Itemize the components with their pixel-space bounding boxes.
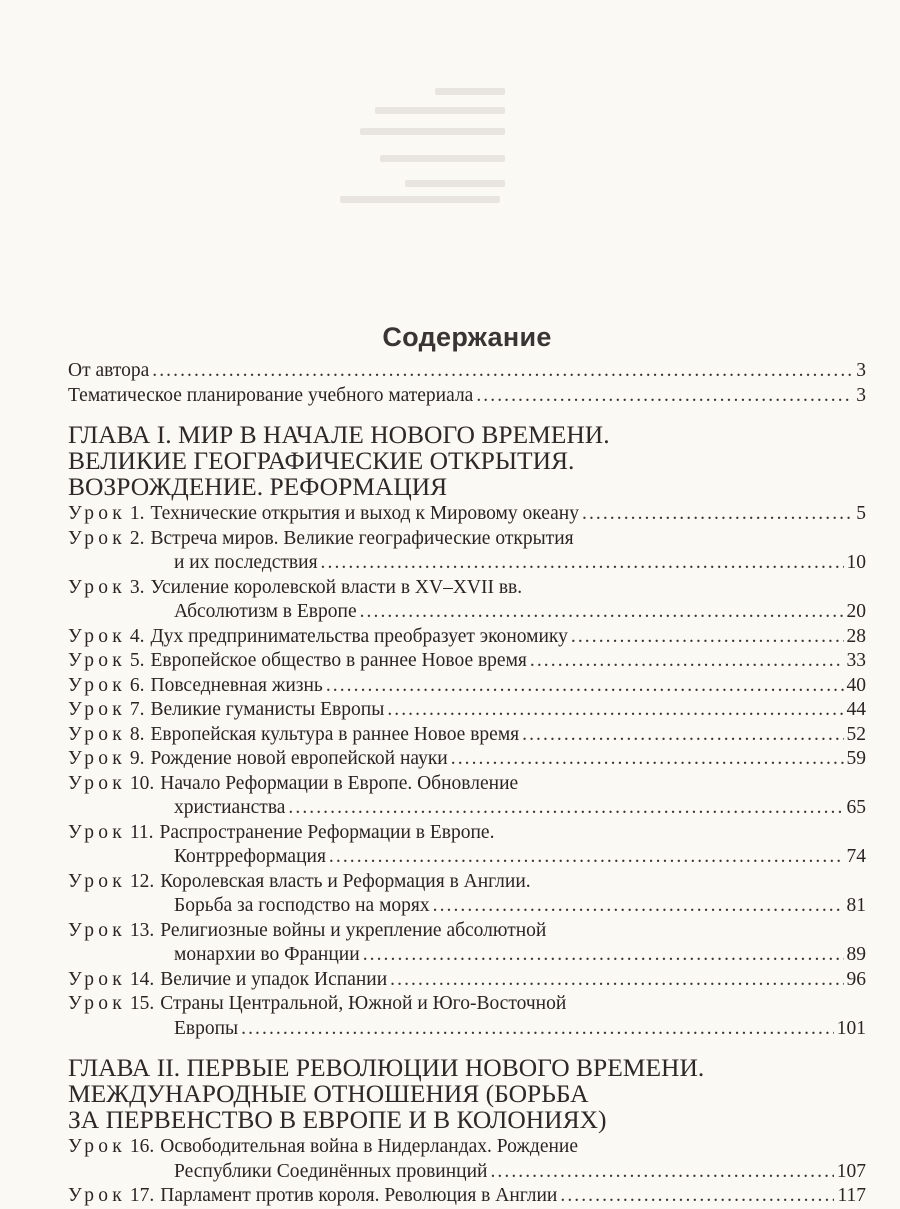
toc-entry-lesson[interactable]	[68, 698, 866, 723]
lesson-number: 1.	[129, 503, 145, 524]
lesson-title: Рождение новой европейской науки	[150, 748, 448, 769]
lesson-title: Распространение Реформации в Европе.	[159, 821, 495, 843]
lesson-word: Урок	[68, 748, 126, 769]
lesson-line	[68, 625, 866, 650]
dot-leader	[241, 1017, 834, 1042]
lesson-line	[68, 649, 866, 674]
lesson-title: Европейское общество в раннее Новое время	[150, 650, 527, 671]
page-number: 28	[846, 625, 866, 647]
page-number: 65	[846, 797, 866, 818]
dot-leader	[522, 723, 843, 748]
dot-leader	[571, 625, 844, 650]
lesson-title: монархии во Франции	[174, 944, 360, 965]
page-number: 3	[856, 384, 866, 406]
lesson-line	[68, 551, 866, 576]
lesson-title: Абсолютизм в Европе	[174, 601, 357, 622]
dot-leader	[152, 359, 853, 384]
page-number: 33	[846, 650, 866, 671]
page-number: 10	[846, 552, 866, 573]
lesson-line	[68, 698, 866, 723]
toc-entry-lesson[interactable]	[68, 527, 866, 576]
toc-entry-lesson[interactable]	[68, 502, 866, 527]
lesson-title: Освободительная война в Нидерландах. Рождение	[160, 1136, 579, 1157]
lesson-title: Парламент против короля. Революция в Англии	[160, 1185, 558, 1206]
show-through-text	[0, 0, 900, 300]
page-number: 107	[836, 1160, 866, 1182]
lesson-word: Урок	[68, 772, 126, 794]
chapter-title-line: ВОЗРОЖДЕНИЕ. РЕФОРМАЦИЯ	[68, 472, 448, 501]
lesson-number: 17.	[129, 1185, 155, 1206]
lesson-word: Урок	[68, 503, 126, 524]
dot-leader	[390, 968, 843, 993]
dot-leader	[288, 796, 843, 821]
lesson-line	[68, 1160, 866, 1185]
lesson-number: 3.	[129, 576, 145, 598]
lesson-number: 13.	[129, 919, 155, 941]
lesson-number: 4.	[129, 625, 145, 647]
lesson-title: Технические открытия и выход к Мировому океану	[150, 503, 579, 524]
lesson-line	[68, 502, 866, 527]
lesson-line	[68, 576, 866, 601]
toc-entry-lesson[interactable]	[68, 772, 866, 821]
lesson-number: 8.	[129, 723, 145, 745]
chapter-heading[interactable]	[68, 422, 866, 500]
lesson-title: Страны Центральной, Южной и Юго-Восточной	[160, 993, 567, 1014]
toc-entry-lesson[interactable]	[68, 1184, 866, 1209]
lesson-title: Начало Реформации в Европе. Обновление	[160, 772, 519, 794]
lesson-word: Урок	[68, 650, 126, 671]
lesson-title: Величие и упадок Испании	[160, 968, 388, 990]
lesson-title: Усиление королевской власти в XV–XVII вв.	[150, 576, 523, 598]
lesson-title: Религиозные войны и укрепление абсолютной	[160, 919, 547, 941]
lesson-title: и их последствия	[174, 552, 318, 573]
lesson-title: Великие гуманисты Европы	[150, 699, 385, 720]
page-number: 81	[846, 895, 866, 916]
lesson-number: 11.	[129, 821, 154, 843]
entry-label: Тематическое планирование учебного материала	[68, 384, 474, 406]
page-number: 101	[836, 1017, 866, 1039]
page-number: 96	[846, 968, 866, 990]
toc-entry-lesson[interactable]	[68, 968, 866, 993]
front-matter	[68, 359, 866, 408]
dot-leader	[387, 698, 843, 723]
dot-leader	[582, 502, 853, 527]
lesson-word: Урок	[68, 1136, 126, 1157]
lesson-word: Урок	[68, 968, 126, 990]
lesson-line	[68, 600, 866, 625]
lesson-line	[68, 772, 866, 797]
lesson-word: Урок	[68, 993, 126, 1014]
chapter-title-line: ГЛАВА II. ПЕРВЫЕ РЕВОЛЮЦИИ НОВОГО ВРЕМЕНИ.	[68, 1053, 705, 1082]
lesson-line	[68, 845, 866, 870]
page-number: 52	[846, 723, 866, 745]
toc-entry-front[interactable]	[68, 384, 866, 409]
toc-entry-lesson[interactable]	[68, 1135, 866, 1184]
lesson-word: Урок	[68, 723, 126, 745]
chapter-title-line: ВЕЛИКИЕ ГЕОГРАФИЧЕСКИЕ ОТКРЫТИЯ.	[68, 446, 575, 475]
page-number: 20	[846, 601, 866, 622]
lesson-number: 6.	[129, 674, 145, 696]
table-of-contents	[68, 322, 866, 1209]
dot-leader	[363, 943, 844, 968]
lesson-word: Урок	[68, 699, 126, 720]
dot-leader	[451, 747, 844, 772]
toc-entry-front[interactable]	[68, 359, 866, 384]
dot-leader	[326, 674, 844, 699]
toc-entry-lesson[interactable]	[68, 821, 866, 870]
toc-entry-lesson[interactable]	[68, 649, 866, 674]
lesson-word: Урок	[68, 919, 126, 941]
lesson-line	[68, 527, 866, 552]
lesson-number: 14.	[129, 968, 155, 990]
lesson-title: Контрреформация	[174, 846, 326, 867]
dot-leader	[360, 600, 844, 625]
lesson-line	[68, 1135, 866, 1160]
lesson-number: 12.	[129, 870, 155, 892]
lesson-word: Урок	[68, 674, 126, 696]
lesson-title: Европы	[174, 1017, 239, 1039]
page-title: Содержание	[382, 322, 552, 352]
lesson-title: Встреча миров. Великие географические открытия	[150, 527, 574, 549]
lesson-line	[68, 1184, 866, 1209]
lesson-title: Королевская власть и Реформация в Англии.	[160, 870, 531, 892]
toc-entry-lesson[interactable]	[68, 919, 866, 968]
lesson-number: 15.	[129, 993, 155, 1014]
chapter-title-line: ЗА ПЕРВЕНСТВО В ЕВРОПЕ И В КОЛОНИЯХ)	[68, 1105, 607, 1134]
dot-leader	[560, 1184, 834, 1209]
lesson-word: Урок	[68, 527, 126, 549]
page-number: 59	[846, 748, 866, 769]
lesson-title: Дух предпринимательства преобразует экономику	[150, 625, 568, 647]
lesson-title: Европейская культура в раннее Новое время	[150, 723, 520, 745]
chapter-title-line: МЕЖДУНАРОДНЫЕ ОТНОШЕНИЯ (БОРЬБА	[68, 1079, 589, 1108]
lesson-word: Урок	[68, 576, 126, 598]
lesson-line	[68, 674, 866, 699]
page-number: 117	[837, 1185, 866, 1206]
toc-entry-lesson[interactable]	[68, 992, 866, 1041]
page-number: 44	[846, 699, 866, 720]
lesson-line	[68, 943, 866, 968]
page-number: 5	[856, 503, 866, 524]
page-number: 74	[846, 846, 866, 867]
lesson-line	[68, 968, 866, 993]
chapter-title-line: ГЛАВА I. МИР В НАЧАЛЕ НОВОГО ВРЕМЕНИ.	[68, 420, 610, 449]
lesson-title: Республики Соединённых провинций	[174, 1160, 488, 1182]
toc-entry-lesson[interactable]	[68, 576, 866, 625]
lesson-title: Повседневная жизнь	[150, 674, 323, 696]
lesson-word: Урок	[68, 821, 126, 843]
dot-leader	[530, 649, 844, 674]
lesson-line	[68, 796, 866, 821]
page-number: 40	[846, 674, 866, 696]
page-number: 89	[846, 944, 866, 965]
lesson-line	[68, 821, 866, 846]
toc-entry-lesson[interactable]	[68, 723, 866, 748]
entry-label: От автора	[68, 360, 150, 381]
lesson-line	[68, 894, 866, 919]
dot-leader	[329, 845, 844, 870]
lesson-line	[68, 1017, 866, 1042]
toc-entry-lesson[interactable]	[68, 625, 866, 650]
toc-entry-lesson[interactable]	[68, 674, 866, 699]
lesson-line	[68, 919, 866, 944]
dot-leader	[321, 551, 844, 576]
chapter-heading[interactable]	[68, 1055, 866, 1133]
page-number: 3	[856, 360, 866, 381]
lesson-number: 10.	[129, 772, 155, 794]
dot-leader	[490, 1160, 833, 1185]
dot-leader	[433, 894, 844, 919]
toc-entry-lesson[interactable]	[68, 870, 866, 919]
lesson-number: 9.	[129, 748, 145, 769]
lesson-line	[68, 992, 866, 1017]
lesson-line	[68, 723, 866, 748]
lesson-number: 16.	[129, 1136, 155, 1157]
lesson-word: Урок	[68, 870, 126, 892]
lesson-title: Борьба за господство на морях	[174, 895, 430, 916]
toc-entry-lesson[interactable]	[68, 747, 866, 772]
lesson-word: Урок	[68, 625, 126, 647]
chapters	[68, 422, 866, 1209]
lesson-title: христианства	[174, 797, 286, 818]
lesson-line	[68, 747, 866, 772]
dot-leader	[476, 384, 853, 409]
lesson-number: 2.	[129, 527, 145, 549]
lesson-word: Урок	[68, 1185, 126, 1206]
lesson-number: 7.	[129, 699, 145, 720]
lesson-number: 5.	[129, 650, 145, 671]
lesson-line	[68, 870, 866, 895]
